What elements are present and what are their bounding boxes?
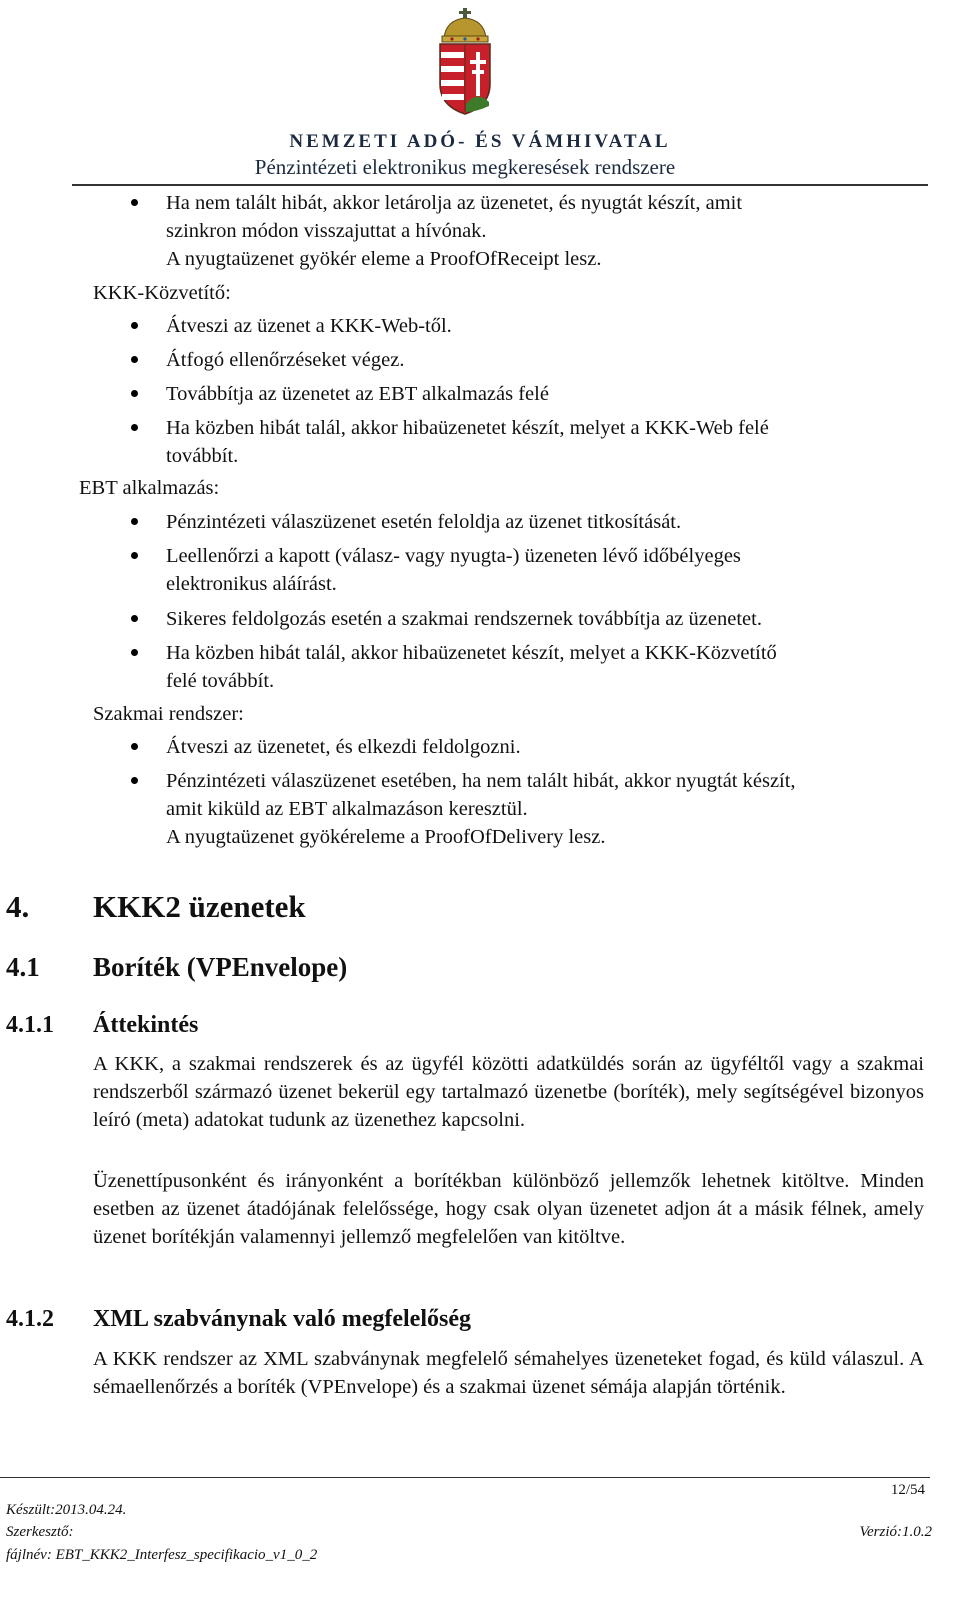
subsubsection-title: Áttekintés (93, 1012, 199, 1038)
paragraph-overview-1: A KKK, a szakmai rendszerek és az ügyfél közötti adatküldés során az ügyféltől vagy a szakmai rendszerből származó üzenet bekerül egy tartalmazó üzenetbe (boríték), mely segítségével bizonyos leíró (meta) adatokat tudunk az üzenethez kapcsolni. (93, 1053, 924, 1131)
list-item-line: Ha nem talált hibát, akkor letárolja az üzenetet, és nyugtát készít, amit (166, 192, 743, 214)
bullet-icon (131, 518, 138, 525)
bullet-icon (131, 552, 138, 559)
section-number: 4. (6, 889, 30, 924)
created-date: Készült:2013.04.24. (6, 1502, 127, 1518)
subsubsection-number: 4.1.1 (6, 1012, 54, 1038)
bullet-icon (131, 356, 138, 363)
list-item-line: Leellenőrzi a kapott (válasz- vagy nyugta-) üzeneten lévő időbélyeges (166, 545, 741, 567)
paragraph-xml-compliance: A KKK rendszer az XML szabványnak megfelelő sémahelyes üzeneteket fogad, és küld válaszul. A sémaellenőrzés a boríték (VPEnvelope) és a szakmai üzenet sémája alapján történik. (93, 1348, 924, 1398)
bullet-icon (131, 390, 138, 397)
subsubsection-number: 4.1.2 (6, 1306, 54, 1332)
bullet-icon (131, 649, 138, 656)
header-rule (72, 184, 928, 186)
list-item-line: A nyugtaüzenet gyökéreleme a ProofOfDelivery lesz. (166, 826, 606, 848)
bullet-icon (131, 743, 138, 750)
list-item-line: továbbít. (166, 445, 239, 467)
list-item-line: Ha közben hibát talál, akkor hibaüzenetet készít, melyet a KKK-Web felé (166, 417, 769, 439)
szakmai-rendszer-label: Szakmai rendszer: (93, 703, 244, 725)
list-item-line: Továbbítja az üzenetet az EBT alkalmazás felé (166, 383, 549, 405)
list-item-line: Pénzintézeti válaszüzenet esetében, ha nem talált hibát, akkor nyugtát készít, (166, 770, 796, 792)
footer-rule (0, 1477, 930, 1478)
list-item-line: szinkron módon visszajuttat a hívónak. (166, 220, 487, 242)
bullet-icon (131, 322, 138, 329)
coat-of-arms-emblem (436, 6, 494, 116)
agency-name: NEMZETI ADÓ- ÉS VÁMHIVATAL (289, 131, 671, 152)
bullet-icon (131, 199, 138, 206)
ebt-label: EBT alkalmazás: (79, 477, 220, 499)
subsection-title: Boríték (VPEnvelope) (93, 952, 348, 982)
section-title: KKK2 üzenetek (93, 889, 306, 924)
system-name: Pénzintézeti elektronikus megkeresések rendszere (254, 155, 676, 179)
page-number: 12/54 (890, 1482, 925, 1498)
paragraph-overview-2: Üzenettípusonként és irányonként a borítékban különböző jellemzők lehetnek kitöltve. Minden esetben az üzenet átadójának felelőssége, hogy csak olyan üzenetet adjon át a másik félnek, amely üzenet borítékján valamennyi jellemző megfelelően van kitöltve. (93, 1170, 924, 1248)
list-item-line: Átfogó ellenőrzéseket végez. (166, 349, 405, 371)
list-item-line: A nyugtaüzenet gyökér eleme a ProofOfReceipt lesz. (166, 248, 602, 270)
bullet-icon (131, 424, 138, 431)
list-item-line: Átveszi az üzenet a KKK-Web-től. (166, 315, 452, 337)
version-label: Verzió:1.0.2 (859, 1524, 932, 1540)
list-item-line: Átveszi az üzenetet, és elkezdi feldolgozni. (166, 736, 521, 758)
list-item-line: felé továbbít. (166, 670, 275, 692)
list-item-line: elektronikus aláírást. (166, 573, 337, 595)
list-item-line: Ha közben hibát talál, akkor hibaüzenetet készít, melyet a KKK-Közvetítő (166, 642, 777, 664)
editor-label: Szerkesztő: (6, 1524, 74, 1540)
filename-label: fájlnév: EBT_KKK2_Interfesz_specifikacio_v1_0_2 (6, 1547, 318, 1563)
list-item-line: Pénzintézeti válaszüzenet esetén feloldja az üzenet titkosítását. (166, 511, 682, 533)
subsubsection-title: XML szabványnak való megfelelőség (93, 1306, 471, 1332)
bullet-icon (131, 615, 138, 622)
bullet-icon (131, 777, 138, 784)
subsection-number: 4.1 (6, 952, 40, 982)
list-item-line: Sikeres feldolgozás esetén a szakmai rendszernek továbbítja az üzenetet. (166, 608, 762, 630)
kkk-kozvetito-label: KKK-Közvetítő: (93, 282, 231, 304)
list-item-line: amit kiküld az EBT alkalmazáson keresztül. (166, 798, 528, 820)
